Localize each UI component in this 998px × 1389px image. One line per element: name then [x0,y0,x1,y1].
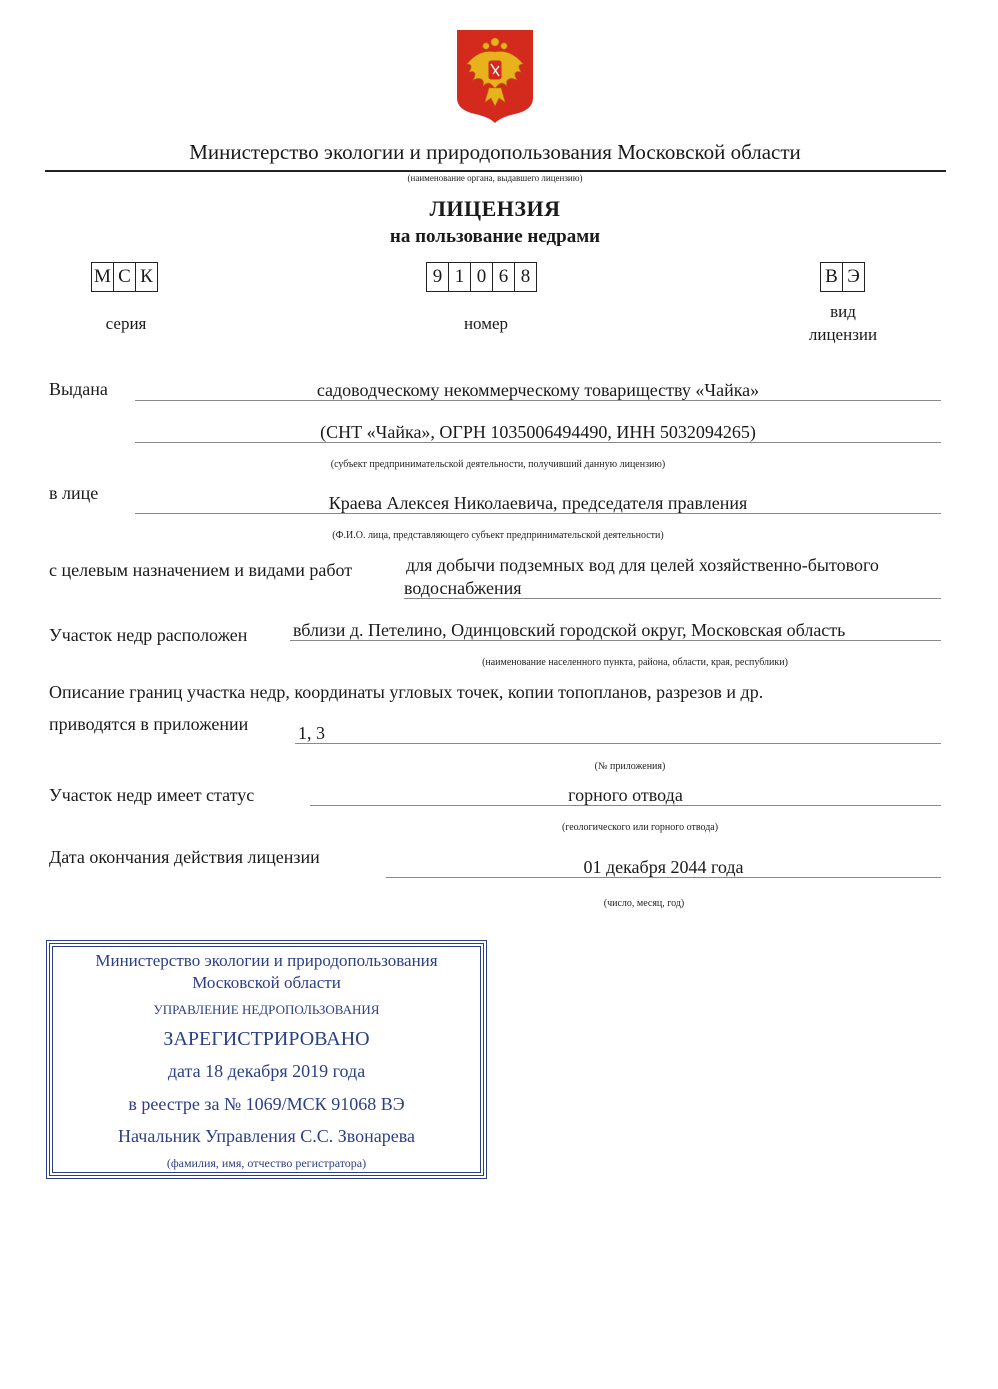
number-cell: 9 [426,262,449,292]
issued-underline-2 [135,442,941,443]
issuing-authority-name: Министерство экологии и природопользования Московской области [189,140,801,164]
number-cell: 8 [514,262,537,292]
issued-value-line2: (СНТ «Чайка», ОГРН 1035006494490, ИНН 5032094265) [320,422,756,442]
document-subtitle: на пользование недрами [389,226,601,247]
series-cells [91,262,158,292]
represented-hint: (Ф.И.О. лица, представляющего субъект предпринимательской деятельности) [332,530,664,541]
appendix-hint: (№ приложения) [594,761,666,772]
location-value: вблизи д. Петелино, Одинцовский городской округ, Московская область [293,620,846,640]
series-cell: К [135,262,158,292]
represented-underline [135,513,941,514]
expiry-underline [386,877,941,878]
stamp-ministry-line2: Московской области [192,973,341,992]
represented-value: Краева Алексея Николаевича, председателя правления [328,493,748,513]
location-label: Участок недр расположен [49,625,248,645]
status-underline [310,805,941,806]
number-label: номер [463,314,509,333]
expiry-hint: (число, месяц, год) [603,898,685,909]
status-value: горного отвода [568,785,683,805]
purpose-label: с целевым назначением и видами работ [49,560,353,580]
number-cell: 1 [448,262,471,292]
boundaries-label: приводятся в приложении [49,714,249,734]
issued-hint: (субъект предпринимательской деятельности, получивший данную лицензию) [330,459,666,470]
series-cell: С [113,262,136,292]
document-title: ЛИЦЕНЗИЯ [429,196,561,221]
stamp-department: УПРАВЛЕНИЕ НЕДРОПОЛЬЗОВАНИЯ [153,1002,380,1017]
number-cell: 6 [492,262,515,292]
status-hint: (геологического или горного отвода) [561,822,719,833]
coat-of-arms-icon [455,28,535,124]
stamp-date: дата 18 декабря 2019 года [167,1061,366,1081]
location-hint: (наименование населенного пункта, района, области, края, республики) [482,657,788,668]
status-label: Участок недр имеет статус [49,785,255,805]
number-cell: 0 [470,262,493,292]
issued-value-line1: садоводческому некоммерческому товариществу «Чайка» [316,380,760,400]
type-cell: В [820,262,843,292]
stamp-hint: (фамилия, имя, отчество регистратора) [166,1156,367,1170]
purpose-underline [404,598,941,599]
type-label: вид [830,302,856,321]
series-label: серия [105,314,147,333]
expiry-label: Дата окончания действия лицензии [49,847,320,867]
appendix-underline [295,743,941,744]
type-cell: Э [842,262,865,292]
expiry-value: 01 декабря 2044 года [583,857,744,877]
stamp-ministry-line1: Министерство экологии и природопользования [95,951,438,970]
issued-underline-1 [135,400,941,401]
authority-underline [45,170,946,172]
series-cell: М [91,262,114,292]
boundaries-text: Описание границ участка недр, координаты угловых точек, копии топопланов, разрезов и др. [49,682,764,702]
issued-label: Выдана [49,379,108,399]
purpose-value-line1: для добычи подземных вод для целей хозяйственно-бытового [406,555,879,575]
authority-hint: (наименование органа, выдавшего лицензию) [407,173,583,183]
stamp-registry: в реестре за № 1069/МСК 91068 ВЭ [128,1094,405,1114]
type-label-2: лицензии [808,325,878,344]
type-cells [820,262,865,292]
represented-label: в лице [49,483,99,503]
number-cells [426,262,537,292]
registration-stamp [46,940,487,1179]
appendix-value: 1, 3 [298,723,325,743]
stamp-head: Начальник Управления С.С. Звонарева [118,1126,415,1146]
purpose-value-line2: водоснабжения [404,578,522,598]
stamp-registered: ЗАРЕГИСТРИРОВАНО [163,1028,370,1050]
location-underline [290,640,941,641]
